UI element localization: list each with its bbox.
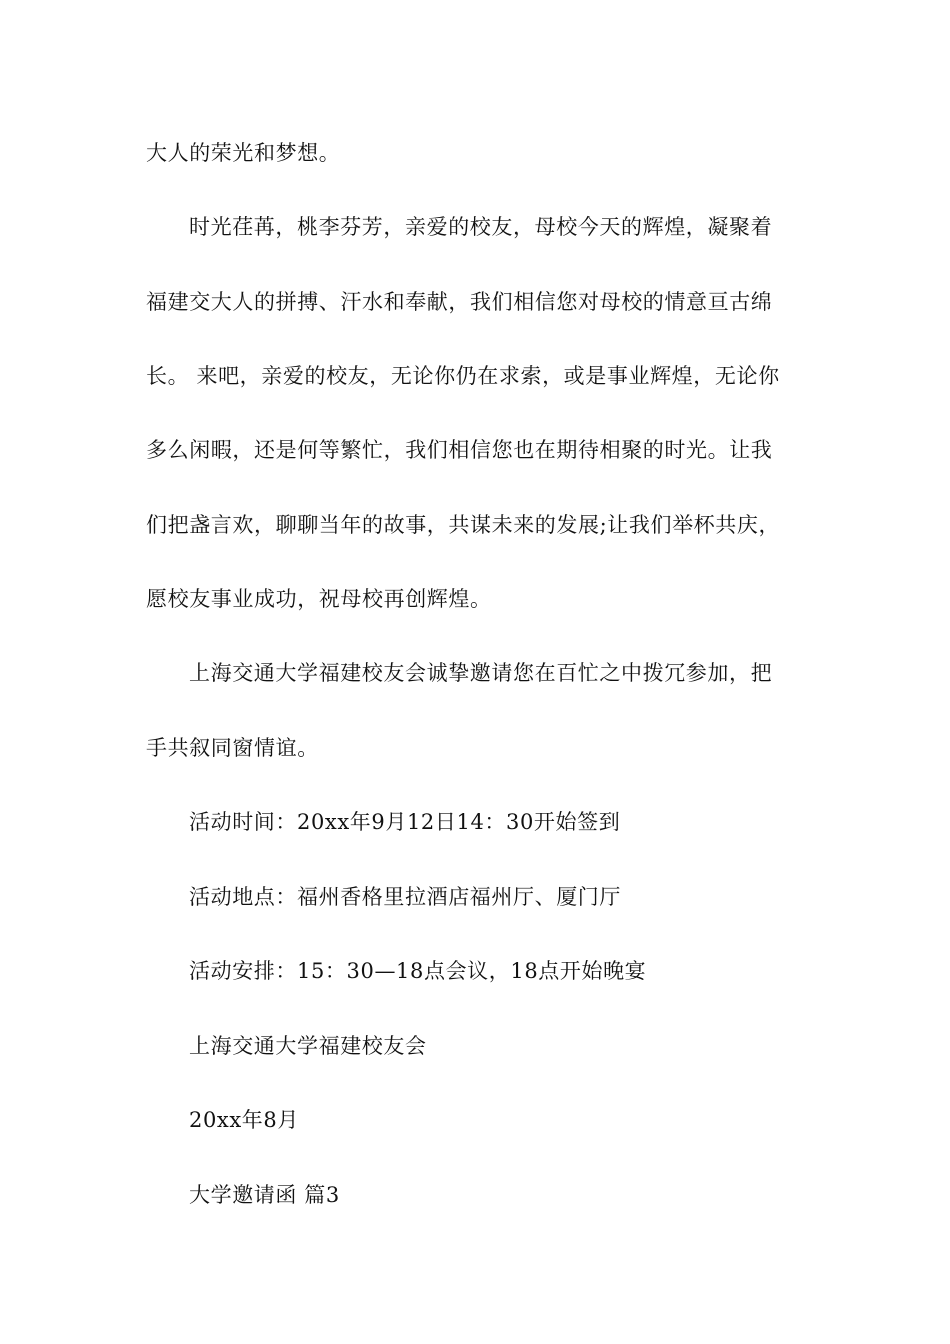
event-place: 活动地点：福州香格里拉酒店福州厅、厦门厅 <box>189 885 621 909</box>
event-time: 活动时间：20xx年9月12日14：30开始签到 <box>189 810 621 834</box>
paragraph-line: 长。 来吧，亲爱的校友，无论你仍在求索，或是事业辉煌，无论你 <box>146 364 780 388</box>
paragraph-line: 愿校友事业成功，祝母校再创辉煌。 <box>146 587 492 611</box>
paragraph-line: 大人的荣光和梦想。 <box>146 141 341 165</box>
paragraph-line: 们把盏言欢，聊聊当年的故事，共谋未来的发展;让我们举杯共庆， <box>146 513 781 537</box>
paragraph-line: 手共叙同窗情谊。 <box>146 736 319 760</box>
paragraph-line: 时光荏苒，桃李芬芳，亲爱的校友，母校今天的辉煌，凝聚着 <box>189 215 773 239</box>
event-schedule: 活动安排：15：30—18点会议，18点开始晚宴 <box>189 959 647 983</box>
paragraph-line: 福建交大人的拼搏、汗水和奉献，我们相信您对母校的情意亘古绵 <box>146 290 773 314</box>
paragraph-line: 多么闲暇，还是何等繁忙，我们相信您也在期待相聚的时光。让我 <box>146 438 773 462</box>
paragraph-line: 上海交通大学福建校友会诚挚邀请您在百忙之中拨冗参加，把 <box>189 661 773 685</box>
section-heading: 大学邀请函 篇3 <box>189 1183 340 1207</box>
signature-org: 上海交通大学福建校友会 <box>189 1034 427 1058</box>
signature-date: 20xx年8月 <box>189 1108 299 1132</box>
